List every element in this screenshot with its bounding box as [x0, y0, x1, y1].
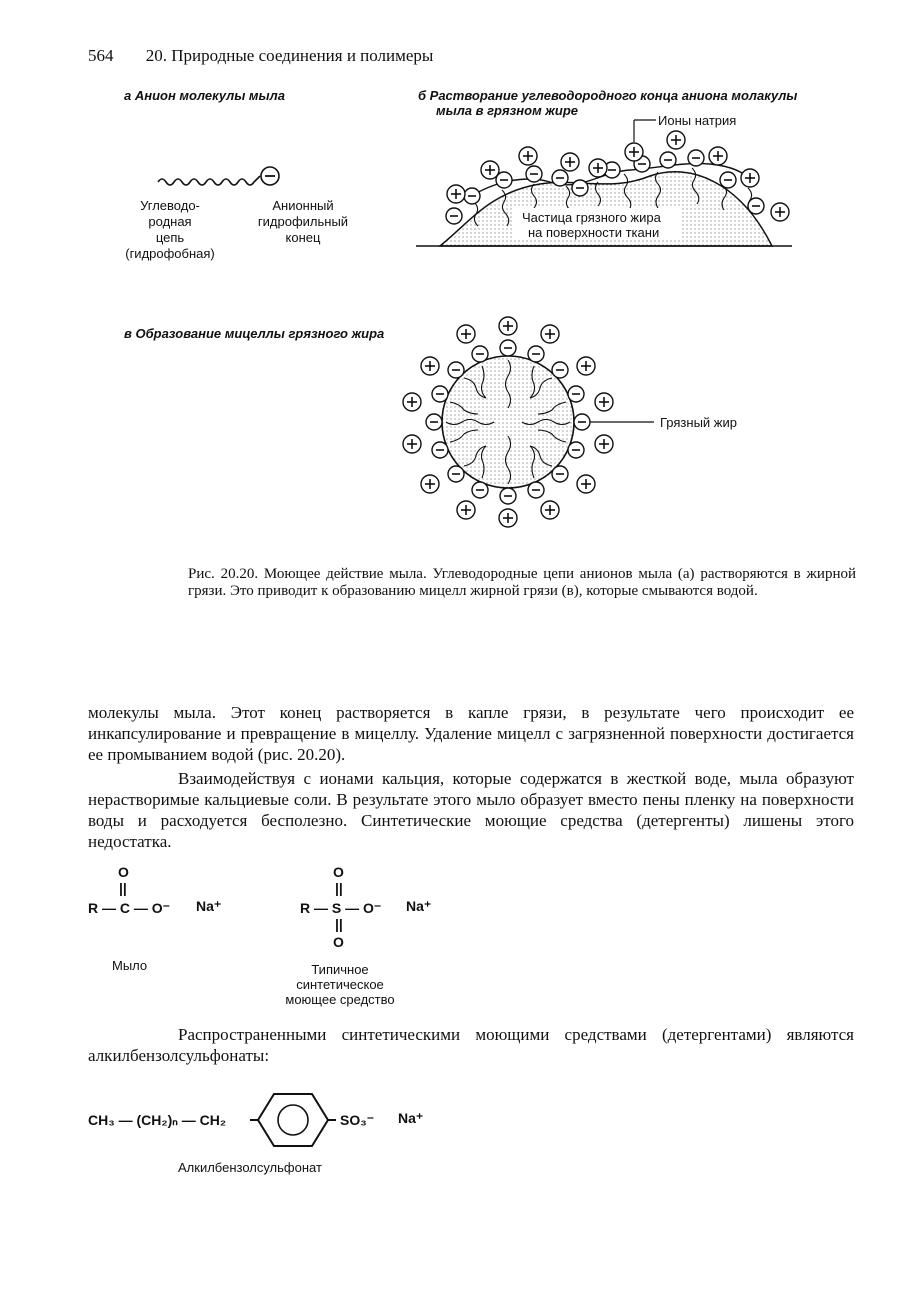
panel-v-title: в Образование мицеллы грязного жира [124, 326, 385, 341]
soap-formula-main: R — C — O⁻ [88, 900, 171, 916]
soap-formula-o-top: O [118, 864, 129, 880]
benzene-ring [250, 1090, 336, 1150]
detergent-formula-main: R — S — O⁻ [300, 900, 382, 916]
soap-anion-molecule [150, 160, 290, 190]
hydrophobic-chain-label: Углеводо- родная цепь (гидрофобная) [125, 198, 215, 261]
soap-label: Мыло [112, 958, 148, 973]
alkylbenzene-formula-left: CH₃ — (CH₂)ₙ — CH₂ [88, 1112, 227, 1128]
paragraph-1: молекулы мыла. Этот конец растворяется в капле грязи, в результате чего происходит ее инкапсулирование и превращение в мицеллу. Удаление мицелл с загрязненной поверхности достигается ее промыванием водой (рис. 20.20). [88, 703, 854, 764]
chapter-title: 20. Природные соединения и полимеры [145, 46, 434, 65]
detergent-formula-double-bond-top: || [335, 880, 343, 896]
alkylbenzene-label: Алкилбензолсульфонат [178, 1160, 322, 1175]
micelle-diagram [390, 310, 780, 536]
detergent-label: Типичное синтетическое моющее средство [285, 962, 395, 1007]
paragraph-2: Взаимодействуя с ионами кальция, которые содержатся в жесткой воде, мыла образуют нерастворимые кальциевые соли. В результате этого мыло образует вместо пены пленку на поверхности воды и расходуется бесполезно. Синтетические моющие средства (детергенты) лишены этого недостатка. [88, 769, 854, 851]
alkylbenzene-formula-cation: Na⁺ [398, 1110, 424, 1126]
soap-formula-cation: Na⁺ [196, 898, 222, 914]
panel-a-title: а Анион молекулы мыла [124, 88, 285, 103]
figure-caption: Рис. 20.20. Моющее действие мыла. Углеводородные цепи анионов мыла (а) растворяются в жирной грязи. Это приводит к образованию мицелл жирной грязи (в), которые смываются водой. [188, 566, 856, 599]
sodium-ions-label: Ионы натрия [658, 113, 737, 128]
detergent-formula-cation: Na⁺ [406, 898, 432, 914]
paragraph-3: Распространенными синтетическими моющими средствами (детергентами) являются алкилбензолсульфонаты: [88, 1025, 854, 1065]
soap-formula-double-bond: || [119, 880, 127, 896]
fat-particle-label-line1: Частица грязного жира [522, 210, 661, 225]
detergent-formula-o-top: O [333, 864, 344, 880]
dirty-fat-label: Грязный жир [660, 415, 737, 430]
detergent-formula-double-bond-bottom: || [335, 916, 343, 932]
panel-b-diagram [410, 112, 810, 254]
fat-particle-label-line2: на поверхности ткани [528, 225, 660, 240]
detergent-formula-o-bottom: O [333, 934, 344, 950]
page-number: 564 [88, 46, 114, 65]
alkylbenzene-formula-right: SO₃⁻ [340, 1112, 375, 1128]
panel-b-title: б Растворание углеводородного конца аниона молакулы мыла в грязном жире [418, 88, 798, 118]
page-header [88, 46, 433, 66]
hydrophilic-end-label: Анионный гидрофильный конец [257, 198, 349, 245]
